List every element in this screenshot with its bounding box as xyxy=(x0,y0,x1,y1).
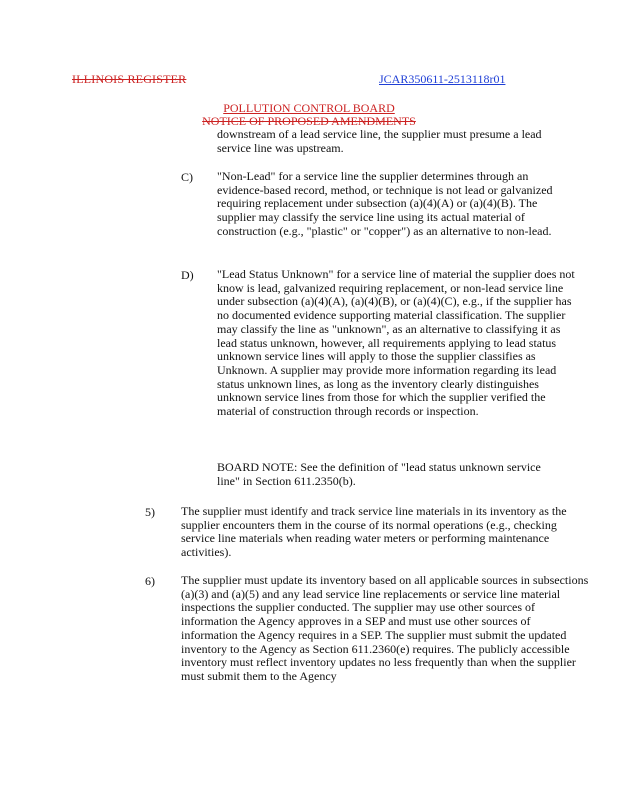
para-5-label: 5) xyxy=(145,505,155,519)
item-d-text: "Lead Status Unknown" for a service line of material the supplier does not know is lead, galvanized requiring replacement, or non-lead service line under subsection (a)(4)(A), (a)(4)(B), or (a)(4)(C), e.g., if the supplier has no documented evidence supporting material classification. The supplier may classify the line as "unknown", as an alternative to classifying it as lead status unknown, however, all requirements applying to lead status unknown service lines will apply to those the supplier classifies as Unknown. A supplier may provide more information regarding its lead status unknown lines, as long as the inventory clearly distinguishes unknown service lines from those for which the supplier verified the material of construction through records or inspection. xyxy=(217,267,575,419)
intro-paragraph: downstream of a lead service line, the supplier must presume a lead service line was upstream. xyxy=(217,127,542,155)
item-d-label: D) xyxy=(181,268,194,282)
header-register-title: ILLINOIS REGISTER xyxy=(72,72,187,86)
header-document-id: JCAR350611-2513118r01 xyxy=(379,72,506,86)
board-note: BOARD NOTE: See the definition of "lead status unknown service line" in Section 611.2350(b). xyxy=(217,460,541,488)
item-c-label: C) xyxy=(181,170,193,184)
para-6-label: 6) xyxy=(145,574,155,588)
item-c-text: "Non-Lead" for a service line the supplier determines through an evidence-based record, method, or technique is not lead or galvanized requiring replacement under subsection (a)(4)(A) or (a)(4)(B). The supplier may classify the service line using its actual material of construction (e.g., "plastic" or "copper") as an alternative to non-lead. xyxy=(217,169,553,238)
notice-heading: NOTICE OF PROPOSED AMENDMENTS xyxy=(202,114,416,128)
para-6-text: The supplier must update its inventory based on all applicable sources in subsections (a)(3) and (a)(5) and any lead service line replacements or service line material inspections the supplier conducted. The supplier may use other sources of information the Agency approves in a SEP and must use other sources of information the Agency requires in a SEP. The supplier must submit the updated inventory to the Agency as Section 611.2360(e) requires. The publicly accessible inventory must reflect inventory updates no less frequently than when the supplier must submit them to the Agency xyxy=(181,573,589,683)
agency-heading: POLLUTION CONTROL BOARD xyxy=(223,101,395,115)
para-5-text: The supplier must identify and track service line materials in its inventory as the supplier encounters them in the course of its normal operations (e.g., checking service line materials when reading water meters or performing maintenance activities). xyxy=(181,504,567,560)
